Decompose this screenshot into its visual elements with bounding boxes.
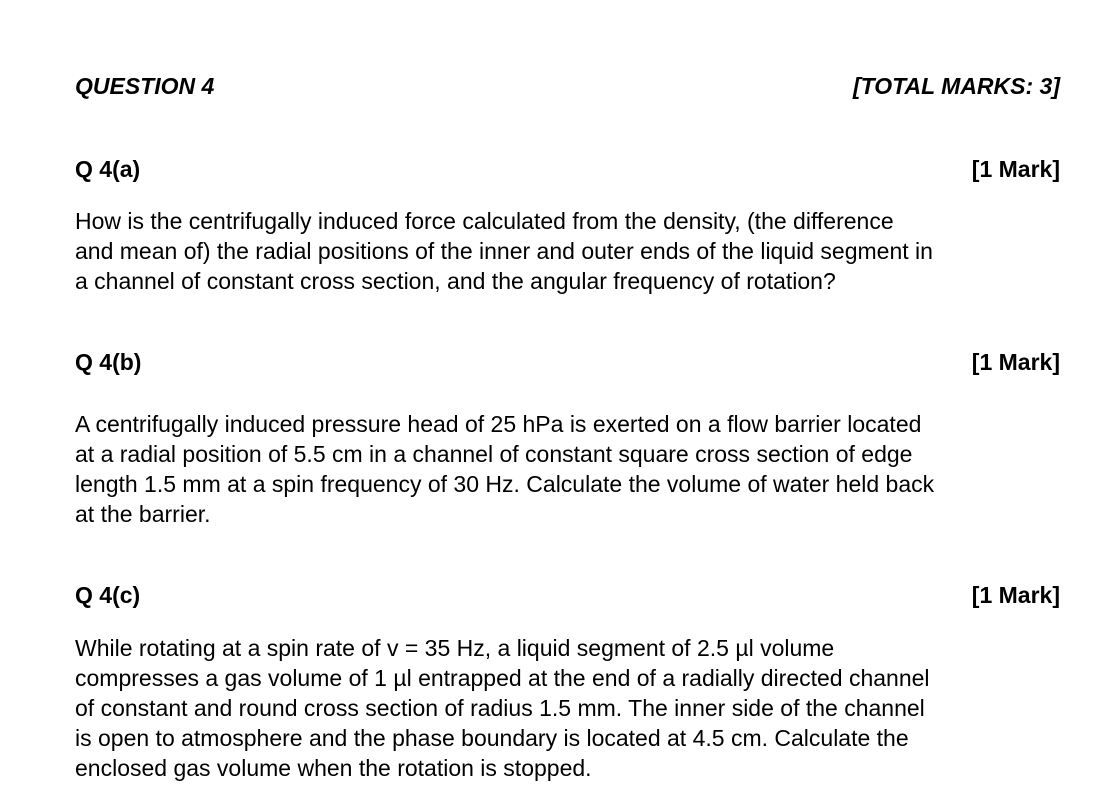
part-c-question-text: While rotating at a spin rate of v = 35 Hz, a liquid segment of 2.5 µl volume compresses a gas volume of 1 µl entrapped at the end of a radially directed channel of constant and round cross section of radius 1.5 mm. The inner side of the channel is open to atmosphere and the phase boundary is located at 4.5 cm. Calculate the enclosed gas volume when the rotation is stopped. bbox=[75, 635, 930, 781]
part-b-question-text: A centrifugally induced pressure head of 25 hPa is exerted on a flow barrier located at a radial position of 5.5 cm in a channel of constant square cross section of edge length 1.5 mm at a spin frequency of 30 Hz. Calculate the volume of water held back at the barrier. bbox=[75, 411, 935, 527]
part-c-header bbox=[75, 581, 1060, 609]
question-header bbox=[75, 72, 1060, 100]
exam-page bbox=[75, 0, 1060, 810]
part-a-question-text: How is the centrifugally induced force calculated from the density, (the difference and mean of) the radial positions of the inner and outer ends of the liquid segment in a channel of constant cross section, and the angular frequency of rotation? bbox=[75, 208, 933, 294]
question-title: QUESTION 4 bbox=[75, 73, 215, 99]
part-b-label: Q 4(b) bbox=[75, 349, 142, 375]
part-a-header bbox=[75, 155, 1060, 183]
part-a-marks: [1 Mark] bbox=[971, 156, 1060, 182]
part-b-header bbox=[75, 348, 1060, 376]
part-b-marks: [1 Mark] bbox=[971, 349, 1060, 375]
total-marks: [TOTAL MARKS: 3] bbox=[853, 73, 1060, 99]
part-c-marks: [1 Mark] bbox=[971, 582, 1060, 608]
part-a-label: Q 4(a) bbox=[75, 156, 141, 182]
part-c-label: Q 4(c) bbox=[75, 582, 141, 608]
